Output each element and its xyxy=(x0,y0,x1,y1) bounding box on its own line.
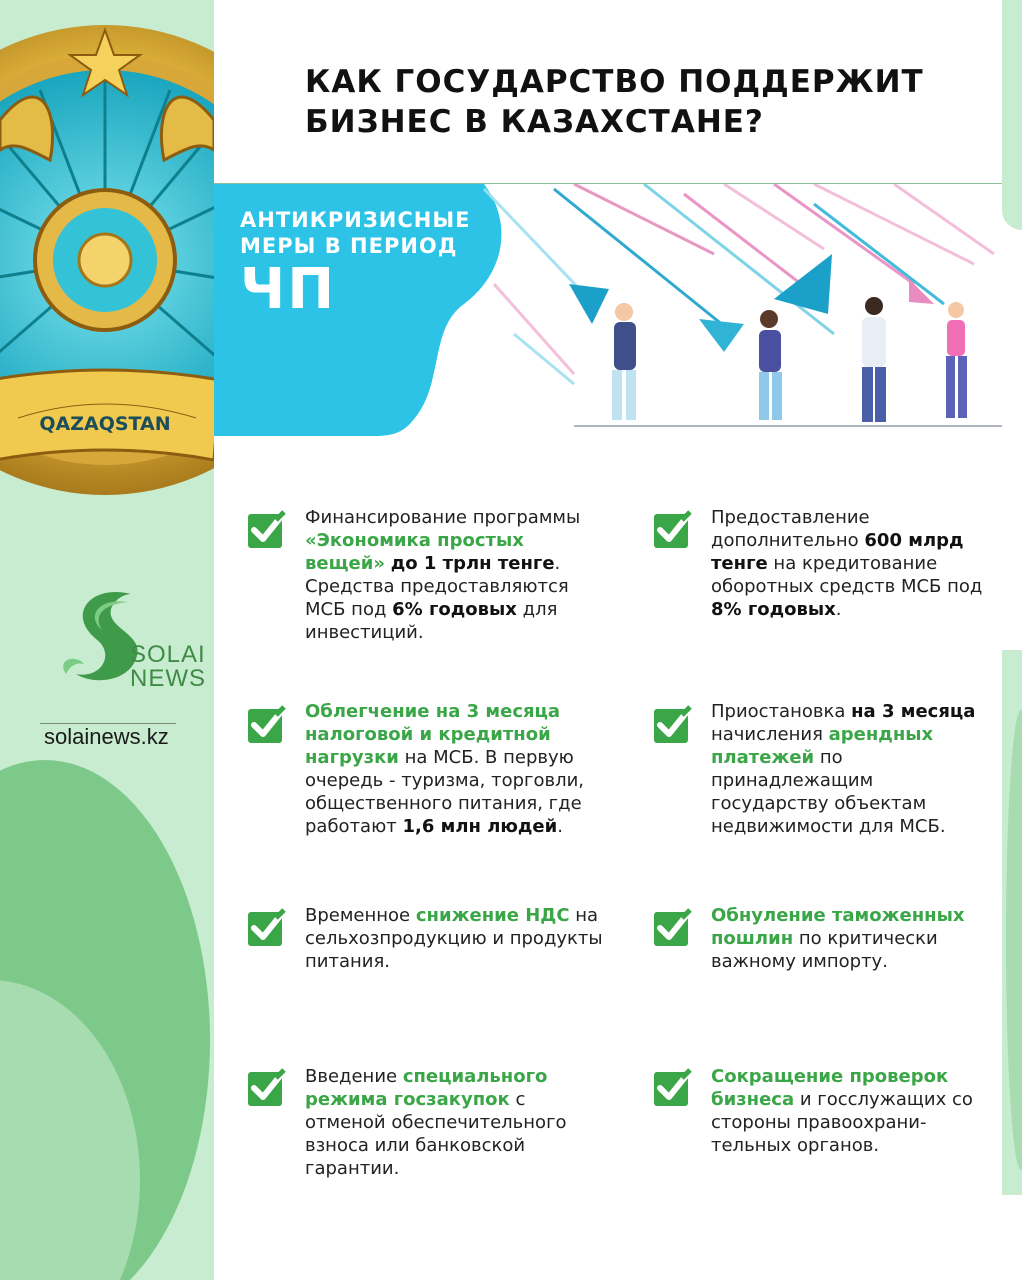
body-text: Финансирование программы xyxy=(305,507,581,528)
highlight-text: Сокращение проверок бизнеса xyxy=(711,1066,949,1110)
checkmark-box-icon xyxy=(246,908,286,948)
checkmark-box-icon xyxy=(246,1068,286,1108)
body-text: по принадлежащим государству объектам недвижимости для МСБ. xyxy=(711,747,946,837)
measure-text xyxy=(305,1065,605,1180)
measure-text xyxy=(711,506,986,621)
decor-blob xyxy=(1002,0,1022,230)
highlight-text: арендных платежей xyxy=(711,724,934,768)
measure-text xyxy=(305,904,605,973)
bold-text: 1,6 млн людей xyxy=(402,816,558,837)
checkmark-box-icon xyxy=(652,510,692,550)
body-text: на кредитование оборотных средств МСБ под xyxy=(711,553,983,597)
page-title: КАК ГОСУДАРСТВО ПОДДЕРЖИТ БИЗНЕС В КАЗАХСТАНЕ? xyxy=(305,64,924,140)
checkmark-box-icon xyxy=(652,1068,692,1108)
bold-text: до 1 трлн тенге xyxy=(390,553,555,574)
body-text: начисления xyxy=(711,724,829,745)
highlight-text: снижение НДС xyxy=(415,905,570,926)
body-text: и госслужащих со стороны правоохрани-тельных органов. xyxy=(711,1089,973,1156)
measure-text xyxy=(711,904,986,973)
checkmark-box-icon xyxy=(652,908,692,948)
measure-item xyxy=(305,700,605,838)
bold-text: 8% годовых xyxy=(711,599,836,620)
banner-subtitle-line1: АНТИКРИЗИСНЫЕ xyxy=(240,208,471,232)
site-link[interactable]: solainews.kz xyxy=(44,724,169,749)
banner-heading xyxy=(240,207,470,321)
body-text: . xyxy=(835,599,842,620)
highlight-text: Облегчение на 3 месяца налоговой и кредитной нагрузки xyxy=(305,701,561,768)
measure-item xyxy=(305,904,605,973)
brand-line1: SOLAI xyxy=(130,641,206,668)
measure-text xyxy=(305,506,605,644)
checkmark-box-icon xyxy=(652,705,692,745)
bold-text: на 3 месяца xyxy=(851,701,976,722)
measure-text xyxy=(711,700,986,838)
emblem-caption: QAZAQSTAN xyxy=(39,413,171,435)
body-text: Временное xyxy=(305,905,416,926)
right-edge-decor xyxy=(1002,0,1022,1280)
highlight-text: «Экономика простых вещей» xyxy=(305,530,524,574)
measure-item xyxy=(711,904,986,973)
body-text: на сельхозпродукцию и продукты питания. xyxy=(305,905,603,972)
highlight-text: специального режима госзакупок xyxy=(305,1066,548,1110)
banner-highlight: ЧП xyxy=(240,257,337,322)
measure-item xyxy=(305,1065,605,1180)
measure-item xyxy=(711,506,986,621)
measure-item xyxy=(305,506,605,644)
kazakhstan-emblem-icon xyxy=(0,0,214,500)
measure-text xyxy=(711,1065,986,1157)
body-text: Предоставление дополнительно xyxy=(711,507,870,551)
bold-text: 600 млрд тенге xyxy=(711,530,964,574)
checkmark-box-icon xyxy=(246,705,286,745)
body-text: на МСБ. В первую очередь - туризма, торговли, общественного питания, где работают xyxy=(305,747,585,837)
checkmark-box-icon xyxy=(246,510,286,550)
body-text: Введение xyxy=(305,1066,403,1087)
body-text: . Средства предоставляются МСБ под xyxy=(305,553,569,620)
measure-item xyxy=(711,1065,986,1157)
left-panel xyxy=(0,0,214,1280)
banner-subtitle-line2: МЕРЫ В ПЕРИОД xyxy=(240,234,458,258)
bold-text: 6% годовых xyxy=(392,599,517,620)
measure-text xyxy=(305,700,605,838)
brand-wordmark xyxy=(130,643,206,691)
body-text: . xyxy=(557,816,563,837)
body-text: с отменой обеспечительного взноса или банковской гарантии. xyxy=(305,1089,567,1179)
measure-item xyxy=(711,700,986,838)
body-text: по критически важному импорту. xyxy=(711,928,938,972)
brand-line2: NEWS xyxy=(130,665,206,692)
body-text: Приостановка xyxy=(711,701,852,722)
highlight-text: Обнуление таможенных пошлин xyxy=(711,905,965,949)
body-text: для инвестиций. xyxy=(305,599,558,643)
